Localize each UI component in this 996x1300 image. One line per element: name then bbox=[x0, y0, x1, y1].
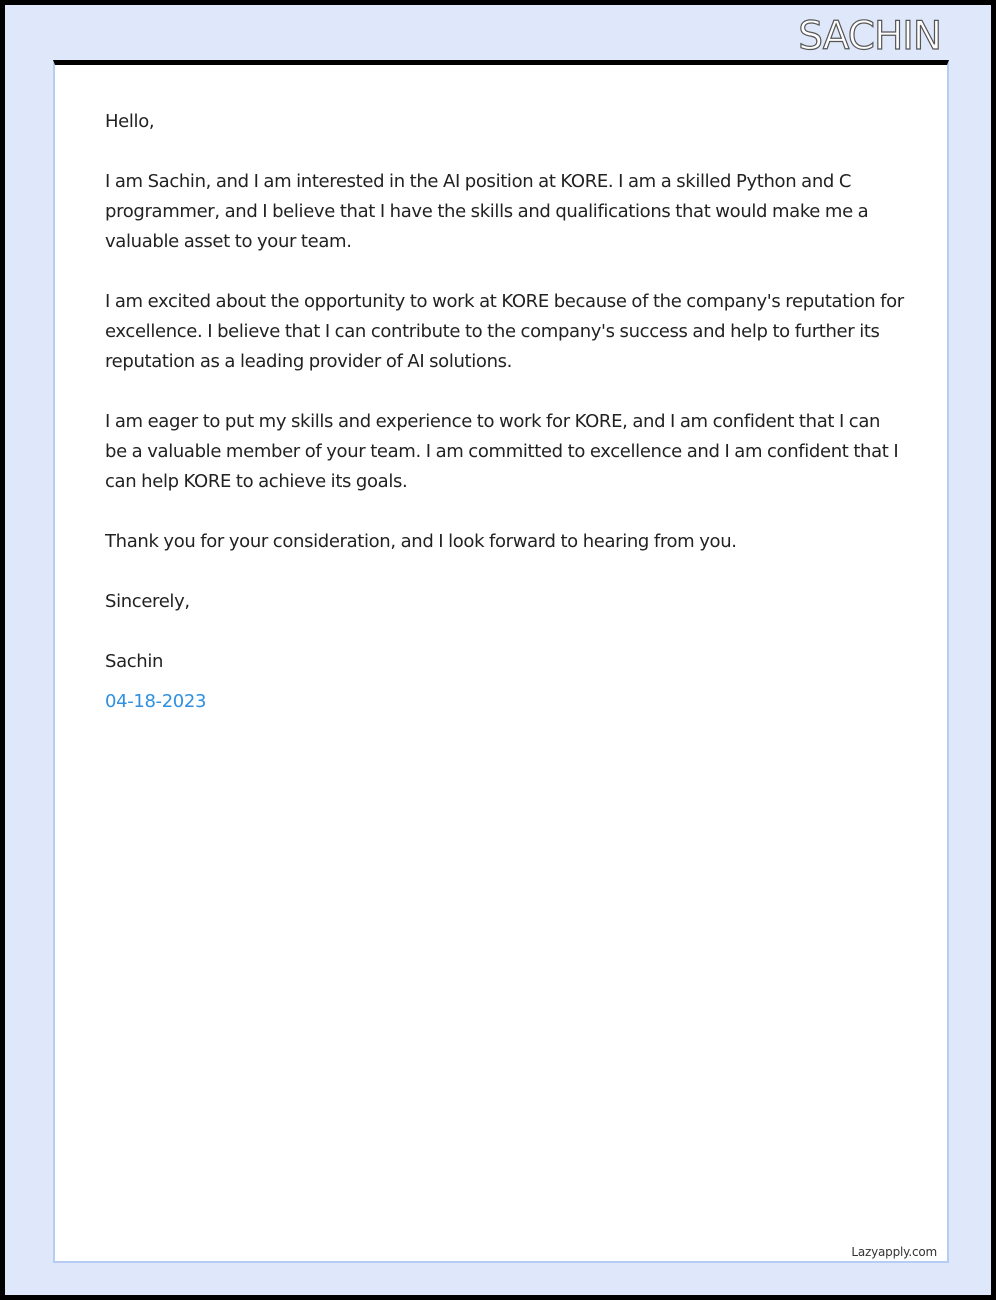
paragraph-2: I am excited about the opportunity to work at KORE because of the company's reputation for excellence. I believe that I can contribute to the company's success and help to further its reputation as a leading provider of AI solutions. bbox=[105, 291, 904, 372]
closing: Sincerely, bbox=[105, 591, 190, 612]
applicant-name-header: SACHIN bbox=[798, 14, 941, 59]
greeting: Hello, bbox=[105, 111, 155, 132]
cover-letter-body bbox=[105, 107, 905, 747]
page-frame bbox=[5, 5, 991, 1295]
paragraph-3: I am eager to put my skills and experience to work for KORE, and I am confident that I can be a valuable member of your team. I am committed to excellence and I am confident that I can help KORE to achieve its goals. bbox=[105, 411, 899, 492]
paragraph-4: Thank you for your consideration, and I look forward to hearing from you. bbox=[105, 531, 737, 552]
letter-date: 04-18-2023 bbox=[105, 691, 207, 712]
footer-brand: Lazyapply.com bbox=[851, 1245, 937, 1259]
signature: Sachin bbox=[105, 651, 164, 672]
paragraph-1: I am Sachin, and I am interested in the AI position at KORE. I am a skilled Python and C programmer, and I believe that I have the skills and qualifications that would make me a valuable asset to your team. bbox=[105, 171, 869, 252]
cover-letter-card bbox=[53, 60, 949, 1263]
